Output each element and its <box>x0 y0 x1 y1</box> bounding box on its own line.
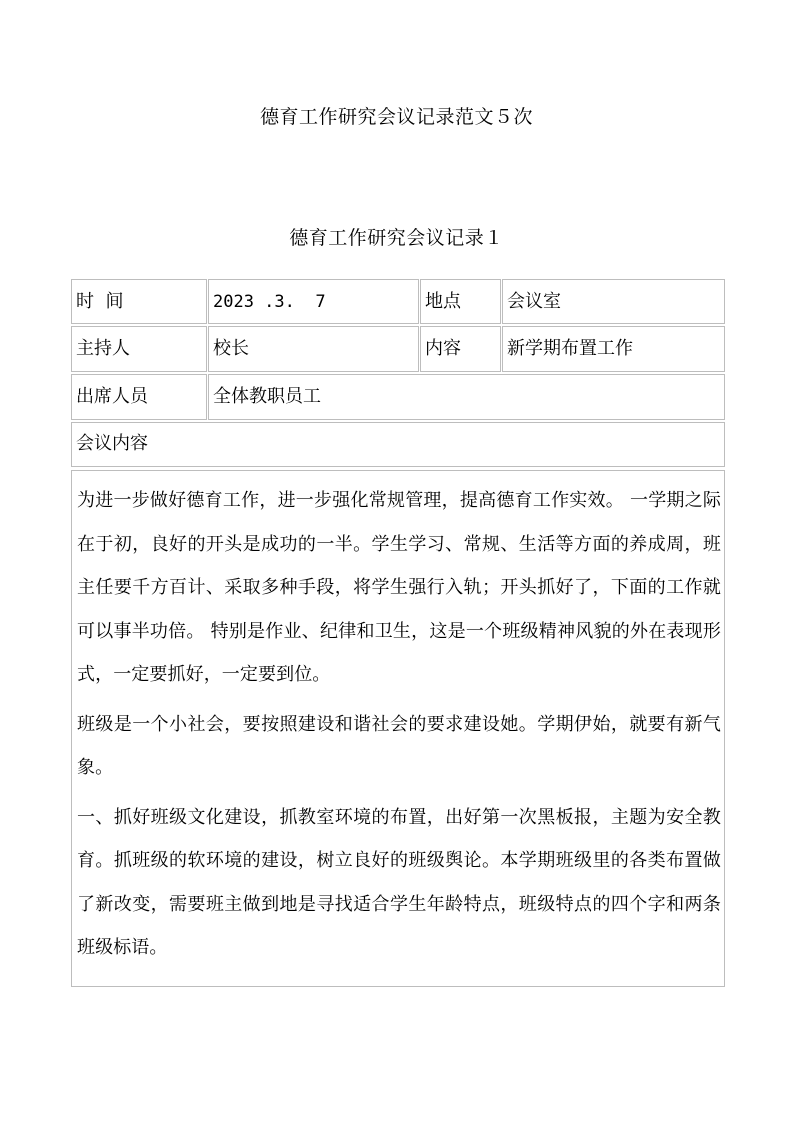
place-value-cell <box>502 279 725 324</box>
content-label-cell <box>420 326 501 372</box>
time-label-cell <box>71 279 207 324</box>
attendees-label-cell <box>71 374 207 420</box>
content-value-cell <box>502 326 725 372</box>
host-value-cell <box>208 326 419 372</box>
place-label: 地点 <box>425 291 461 312</box>
content-label: 内容 <box>425 338 461 359</box>
section-title: 德育工作研究会议记录１ <box>289 227 504 249</box>
meeting-content-label: 会议内容 <box>76 433 148 454</box>
meeting-content-label-cell <box>71 422 725 467</box>
attendees-value: 全体教职员工 <box>213 386 321 407</box>
content-paragraph-2: 班级是一个小社会，要按照建设和谐社会的要求建设她。学期伊始，就要有新气象。 <box>77 713 721 778</box>
content-value: 新学期布置工作 <box>507 338 633 359</box>
host-label-cell <box>71 326 207 372</box>
time-label: 时 间 <box>76 291 124 312</box>
meeting-content-box <box>71 470 725 987</box>
attendees-label: 出席人员 <box>76 386 148 407</box>
place-label-cell <box>420 279 501 324</box>
attendees-value-cell <box>208 374 725 420</box>
content-paragraph-1: 为进一步做好德育工作，进一步强化常规管理，提高德育工作实效。 一学期之际在于初，良好的开头是成功的一半。学生学习、常规、生活等方面的养成周，班主任要千方百计、采取多种手段，将学生强行入轨；开头抓好了，下面的工作就可以事半功倍。 特别是作业、纪律和卫生，这是一个班级精神风貌的外在表现形式，一定要抓好，一定要到位。 <box>77 490 721 685</box>
content-paragraph-3: 一、抓好班级文化建设，抓教室环境的布置，出好第一次黑板报，主题为安全教育。抓班级的软环境的建设，树立良好的班级舆论。本学期班级里的各类布置做了新改变，需要班主做到地是寻找适合学生年龄特点，班级特点的四个字和两条班级标语。 <box>77 806 721 958</box>
time-value-cell <box>208 279 419 324</box>
document-title: 德育工作研究会议记录范文５次 <box>259 106 533 128</box>
place-value: 会议室 <box>507 291 561 312</box>
host-label: 主持人 <box>76 338 130 359</box>
host-value: 校长 <box>213 338 249 359</box>
time-value: 2023 .3. 7 <box>213 292 326 312</box>
